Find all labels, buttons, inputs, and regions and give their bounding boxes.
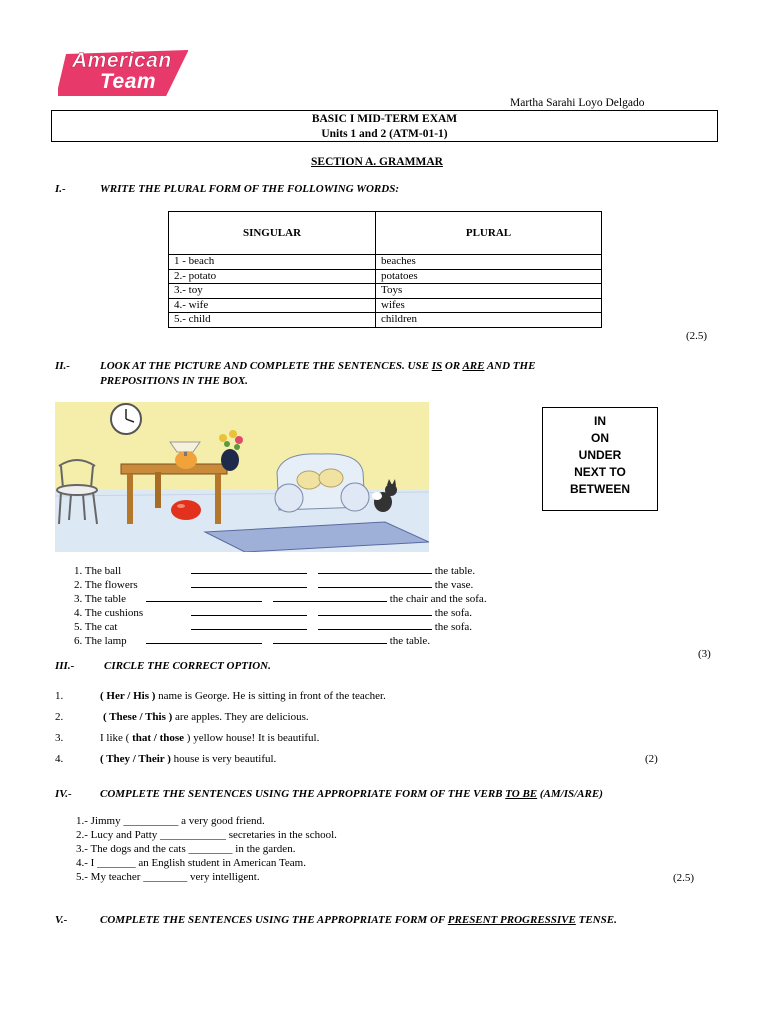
- q3-item-number: 1.: [55, 690, 64, 702]
- q5-text-b: TENSE.: [575, 914, 617, 926]
- q4-sentence[interactable]: 1.- Jimmy __________ a very good friend.: [76, 815, 265, 827]
- q4-text-b: (AM/IS/ARE): [537, 788, 603, 800]
- q5-number: V.-: [55, 914, 68, 926]
- q3-item-4: [100, 753, 276, 765]
- sentence-start: 6. The lamp: [74, 635, 127, 647]
- q3-item-number: 2.: [55, 711, 64, 723]
- singular-cell: 4.- wife: [169, 298, 376, 313]
- q2-or: OR: [442, 360, 463, 372]
- plural-cell[interactable]: potatoes: [376, 269, 602, 284]
- q4-score: (2.5): [673, 872, 695, 884]
- table-row: [169, 298, 602, 313]
- plural-cell[interactable]: children: [376, 313, 602, 328]
- q2-are: ARE: [462, 360, 485, 372]
- plural-cell[interactable]: beaches: [376, 255, 602, 270]
- author-name: Martha Sarahi Loyo Delgado: [510, 97, 645, 109]
- q2-sentence-2: [74, 577, 473, 591]
- q2-sentence-5: [74, 619, 472, 633]
- q1-score: (2.5): [686, 330, 708, 342]
- answer-blank[interactable]: [318, 563, 432, 574]
- answer-blank[interactable]: [146, 591, 262, 602]
- answer-blank[interactable]: [318, 605, 432, 616]
- q2-sentence-4: [74, 605, 472, 619]
- q2-sentence-1: [74, 563, 475, 577]
- option-choice[interactable]: ( These / This ): [103, 711, 173, 723]
- option-choice[interactable]: ( They / Their ): [100, 753, 171, 765]
- q2-instruction: [100, 360, 535, 372]
- q1-number: I.-: [55, 183, 66, 195]
- logo-text-line2: Team: [100, 70, 157, 93]
- plural-cell[interactable]: wifes: [376, 298, 602, 313]
- preposition-between: BETWEEN: [570, 482, 630, 496]
- singular-cell: 5.- child: [169, 313, 376, 328]
- q3-item-pre: I like (: [100, 732, 133, 744]
- sentence-end: the table.: [389, 635, 431, 647]
- american-team-logo: [58, 40, 188, 98]
- answer-blank[interactable]: [273, 591, 387, 602]
- q4-number: IV.-: [55, 788, 72, 800]
- exam-title-box: [51, 110, 718, 142]
- sentence-end: the sofa.: [434, 607, 473, 619]
- q3-item-3: [100, 732, 319, 744]
- sentence-end: the table.: [434, 565, 476, 577]
- answer-blank[interactable]: [318, 577, 432, 588]
- q4-sentence[interactable]: 3.- The dogs and the cats ________ in the garden.: [76, 843, 296, 855]
- q4-instruction: [100, 788, 603, 800]
- q1-instruction: WRITE THE PLURAL FORM OF THE FOLLOWING WORDS:: [100, 183, 399, 195]
- table-row: [169, 269, 602, 284]
- q2-score: (3): [698, 648, 711, 660]
- room-illustration: [55, 402, 429, 552]
- plural-table: [168, 211, 602, 328]
- preposition-under: UNDER: [578, 448, 622, 462]
- plural-cell[interactable]: Toys: [376, 284, 602, 299]
- table-row: [169, 284, 602, 299]
- q3-instruction: CIRCLE THE CORRECT OPTION.: [104, 660, 271, 672]
- answer-blank[interactable]: [273, 633, 387, 644]
- ball-icon: [171, 500, 201, 520]
- q4-text-a: COMPLETE THE SENTENCES USING THE APPROPRIATE FORM OF THE VERB: [100, 788, 506, 800]
- q2-text-a: LOOK AT THE PICTURE AND COMPLETE THE SENTENCES. USE: [100, 360, 432, 372]
- answer-blank[interactable]: [146, 633, 262, 644]
- preposition-next-to: NEXT TO: [574, 465, 626, 479]
- q2-is: IS: [431, 360, 443, 372]
- sentence-end: the vase.: [434, 579, 474, 591]
- clock-icon: [111, 404, 141, 434]
- singular-cell: 2.- potato: [169, 269, 376, 284]
- q5-instruction: [100, 914, 617, 926]
- sentence-start: 3. The table: [74, 593, 127, 605]
- q5-text-a: COMPLETE THE SENTENCES USING THE APPROPRIATE FORM OF: [100, 914, 448, 926]
- sentence-end: the chair and the sofa.: [389, 593, 487, 605]
- q2-text-b: AND THE: [484, 360, 536, 372]
- sentence-start: 2. The flowers: [74, 579, 138, 591]
- sentence-start: 4. The cushions: [74, 607, 144, 619]
- q3-item-number: 4.: [55, 753, 64, 765]
- q3-item-number: 3.: [55, 732, 64, 744]
- q3-number: III.-: [55, 660, 75, 672]
- q4-sentence[interactable]: 4.- I _______ an English student in American Team.: [76, 857, 306, 869]
- option-choice[interactable]: that / those: [132, 732, 185, 744]
- table-row: [169, 313, 602, 328]
- q3-item-2: [103, 711, 309, 723]
- table-header-singular: SINGULAR: [169, 212, 376, 255]
- q3-score: (2): [645, 753, 658, 765]
- answer-blank[interactable]: [191, 563, 307, 574]
- q4-sentence[interactable]: 2.- Lucy and Patty ____________ secretaries in the school.: [76, 829, 337, 841]
- q2-sentence-3: [74, 591, 487, 605]
- sentence-end: the sofa.: [434, 621, 473, 633]
- option-choice[interactable]: ( Her / His ): [100, 690, 156, 702]
- sentence-start: 5. The cat: [74, 621, 118, 633]
- q4-to-be: TO BE: [505, 788, 538, 800]
- answer-blank[interactable]: [191, 605, 307, 616]
- q5-tense: PRESENT PROGRESSIVE: [447, 914, 576, 926]
- answer-blank[interactable]: [318, 619, 432, 630]
- preposition-in: IN: [594, 414, 606, 428]
- sentence-start: 1. The ball: [74, 565, 122, 577]
- q4-sentence[interactable]: 5.- My teacher ________ very intelligent.: [76, 871, 260, 883]
- singular-cell: 3.- toy: [169, 284, 376, 299]
- singular-cell: 1 - beach: [169, 255, 376, 270]
- prepositions-box: [542, 407, 658, 511]
- q3-item-text: ) yellow house! It is beautiful.: [184, 732, 320, 744]
- preposition-on: ON: [591, 431, 609, 445]
- exam-title: BASIC I MID-TERM EXAM: [311, 113, 458, 125]
- answer-blank[interactable]: [191, 619, 307, 630]
- q2-instruction-line2: PREPOSITIONS IN THE BOX.: [100, 375, 248, 387]
- logo-text-line1: American: [72, 49, 172, 72]
- q3-item-text: are apples. They are delicious.: [172, 711, 309, 723]
- section-a-heading: SECTION A. GRAMMAR: [311, 156, 443, 168]
- q3-item-text: name is George. He is sitting in front of the teacher.: [155, 690, 386, 702]
- exam-subtitle: Units 1 and 2 (ATM-01-1): [321, 128, 448, 140]
- q3-item-1: [100, 690, 386, 702]
- q2-number: II.-: [55, 360, 70, 372]
- sofa-icon: [275, 454, 369, 512]
- answer-blank[interactable]: [191, 577, 307, 588]
- q2-sentence-6: [74, 633, 430, 647]
- table-header-plural: PLURAL: [376, 212, 602, 255]
- table-row: [169, 255, 602, 270]
- q3-item-text: house is very beautiful.: [170, 753, 277, 765]
